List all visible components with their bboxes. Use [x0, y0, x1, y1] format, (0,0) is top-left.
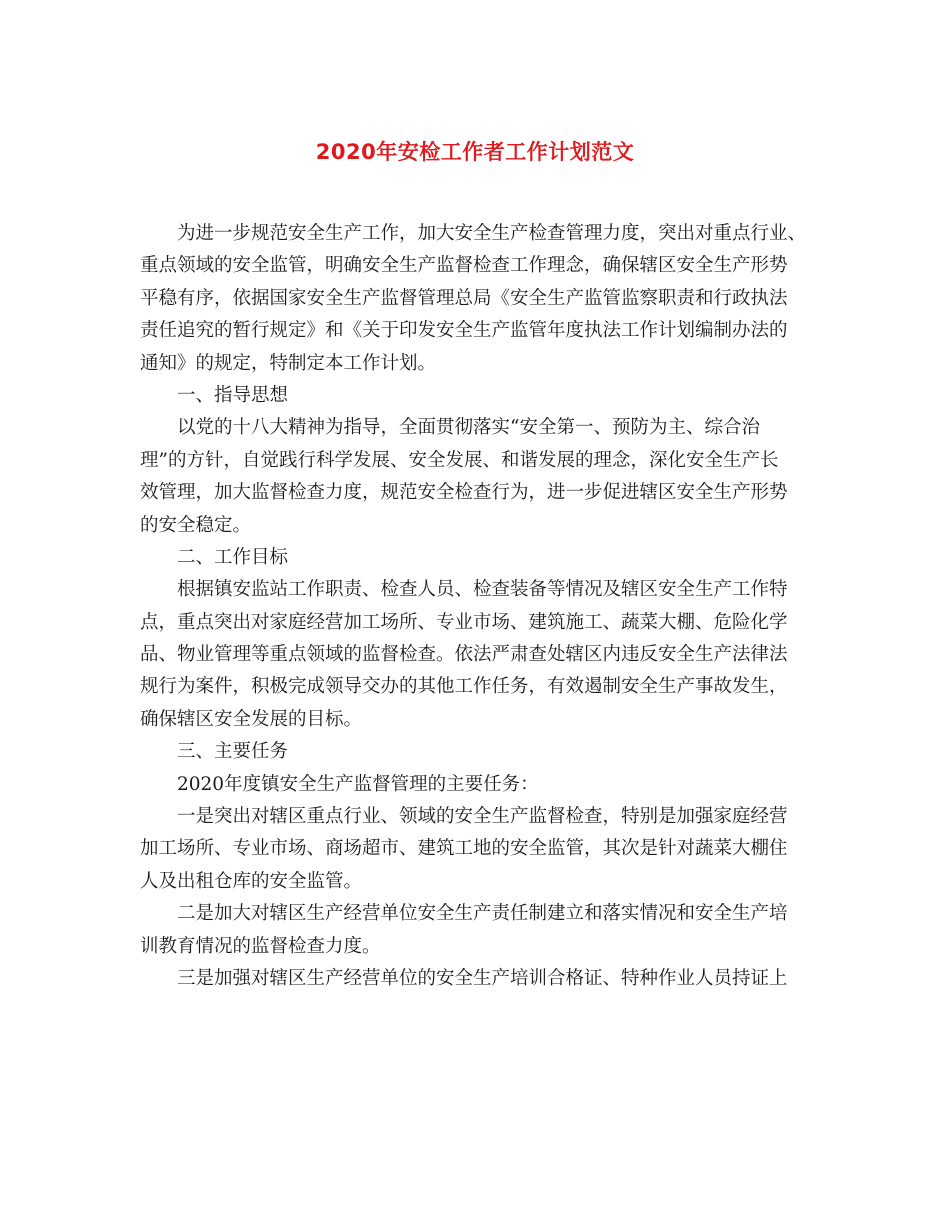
document-title: 2020年安检工作者工作计划范文 [315, 140, 635, 164]
text-line: 训教育情况的监督检查力度。 [140, 935, 381, 957]
text-line: 责任追究的暂行规定》和《关于印发安全生产监管年度执法工作计划编制办法的 [140, 320, 788, 342]
text-line: 加工场所、专业市场、商场超市、建筑工地的安全监管，其次是针对蔬菜大棚住 [140, 838, 788, 860]
text-line: 通知》的规定，特制定本工作计划。 [140, 352, 437, 374]
text-line: 一、指导思想 [177, 384, 289, 406]
text-line: 重点领域的安全监管，明确安全生产监督检查工作理念，确保辖区安全生产形势 [140, 255, 788, 277]
text-line: 为进一步规范安全生产工作，加大安全生产检查管理力度，突出对重点行业、 [177, 223, 807, 244]
text-line: 三是加强对辖区生产经营单位的安全生产培训合格证、特种作业人员持证上 [177, 967, 788, 989]
text-line: 确保辖区安全发展的目标。 [140, 708, 363, 730]
text-line: 点，重点突出对家庭经营加工场所、专业市场、建筑施工、蔬菜大棚、危险化学 [140, 611, 788, 633]
text-line: 根据镇安监站工作职责、检查人员、检查装备等情况及辖区安全生产工作特 [177, 579, 788, 601]
text-line: 效管理，加大监督检查力度，规范安全检查行为，进一步促进辖区安全生产形势 [140, 482, 788, 504]
text-line: 一是突出对辖区重点行业、领域的安全生产监督检查，特别是加强家庭经营 [177, 806, 788, 828]
text-line: 2020年度镇安全生产监督管理的主要任务： [177, 773, 539, 795]
text-line: 人及出租仓库的安全监管。 [140, 870, 363, 892]
text-line: 理”的方针，自觉践行科学发展、安全发展、和谐发展的理念，深化安全生产长 [140, 449, 779, 471]
text-line: 的安全稳定。 [140, 514, 252, 536]
text-line: 品、物业管理等重点领域的监督检查。依法严肃查处辖区内违反安全生产法律法 [140, 644, 788, 666]
document-body [140, 218, 815, 995]
text-line: 二是加大对辖区生产经营单位安全生产责任制建立和落实情况和安全生产培 [177, 903, 788, 925]
text-line: 三、主要任务 [177, 741, 289, 763]
text-line: 平稳有序，依据国家安全生产监督管理总局《安全生产监管监察职责和行政执法 [140, 287, 788, 309]
text-line: 二、工作目标 [177, 546, 289, 568]
text-line: 以党的十八大精神为指导，全面贯彻落实“安全第一、预防为主、综合治 [177, 417, 760, 439]
text-line: 规行为案件，积极完成领导交办的其他工作任务，有效遏制安全生产事故发生， [140, 676, 788, 698]
